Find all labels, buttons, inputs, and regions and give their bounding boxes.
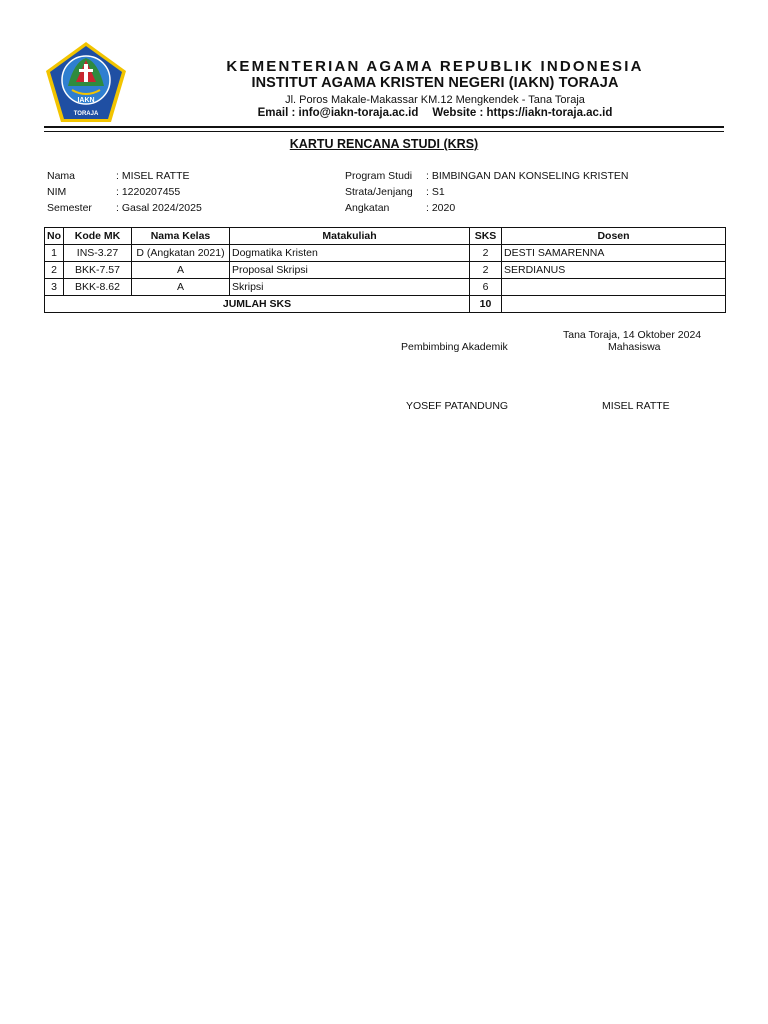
angkatan-value: : 2020 [426, 202, 456, 214]
nim-value: : 1220207455 [116, 186, 181, 198]
iakn-toraja-logo [44, 40, 128, 124]
strata-row [345, 184, 628, 200]
total-sks-label: JUMLAH SKS [45, 296, 470, 313]
header-nama-kelas: Nama Kelas [132, 228, 230, 245]
table-total-row [45, 296, 726, 313]
header-no: No [45, 228, 64, 245]
cell-kelas: A [132, 262, 230, 279]
semester-value: : Gasal 2024/2025 [116, 202, 202, 214]
nim-row [47, 184, 202, 200]
logo-text-top: IAKN [77, 97, 95, 104]
cell-matakuliah: Proposal Skripsi [230, 262, 470, 279]
cell-no: 2 [45, 262, 64, 279]
logo-text-bottom: TORAJA [73, 111, 99, 117]
cell-dosen: DESTI SAMARENNA [502, 245, 726, 262]
strata-value: : S1 [426, 186, 445, 198]
cell-no: 3 [45, 279, 64, 296]
cell-matakuliah: Dogmatika Kristen [230, 245, 470, 262]
prodi-row [345, 168, 628, 184]
student-label: Mahasiswa [608, 341, 661, 353]
header-rule-thick [44, 126, 724, 128]
table-row [45, 245, 726, 262]
nama-row [47, 168, 202, 184]
course-table [44, 227, 726, 313]
student-name: MISEL RATTE [602, 400, 670, 412]
student-info-left [47, 168, 202, 216]
table-header-row [45, 228, 726, 245]
place-date: Tana Toraja, 14 Oktober 2024 [563, 329, 702, 341]
table-row [45, 279, 726, 296]
header-rule-thin [44, 131, 724, 132]
header-matakuliah: Matakuliah [230, 228, 470, 245]
header-dosen: Dosen [502, 228, 726, 245]
advisor-name: YOSEF PATANDUNG [406, 400, 509, 412]
nama-value: : MISEL RATTE [116, 170, 190, 182]
semester-label: Semester [47, 202, 92, 214]
cell-kelas: A [132, 279, 230, 296]
semester-row [47, 200, 202, 216]
table-row [45, 262, 726, 279]
cell-no: 1 [45, 245, 64, 262]
cell-sks: 2 [470, 262, 502, 279]
total-sks-value: 10 [470, 296, 502, 313]
ministry-title: KEMENTERIAN AGAMA REPUBLIK INDONESIA [226, 58, 644, 75]
cell-sks: 6 [470, 279, 502, 296]
student-info-right [345, 168, 628, 216]
angkatan-label: Angkatan [345, 202, 390, 214]
cell-dosen [502, 279, 726, 296]
angkatan-row [345, 200, 628, 216]
prodi-label: Program Studi [345, 170, 413, 182]
advisor-label: Pembimbing Akademik [401, 341, 508, 353]
cell-sks: 2 [470, 245, 502, 262]
cell-kode: BKK-7.57 [64, 262, 132, 279]
header-kode-mk: Kode MK [64, 228, 132, 245]
cell-kelas: D (Angkatan 2021) [132, 245, 230, 262]
email-text: Email : info@iakn-toraja.ac.id [257, 107, 419, 119]
cell-kode: BKK-8.62 [64, 279, 132, 296]
contact-line [140, 107, 730, 119]
cell-kode: INS-3.27 [64, 245, 132, 262]
website-text: Website : https://iakn-toraja.ac.id [432, 107, 613, 119]
document-title: KARTU RENCANA STUDI (KRS) [289, 137, 479, 151]
cell-dosen: SERDIANUS [502, 262, 726, 279]
nim-label: NIM [47, 186, 67, 198]
institute-title: INSTITUT AGAMA KRISTEN NEGERI (IAKN) TORAJA [251, 75, 619, 91]
header-sks: SKS [470, 228, 502, 245]
cell-matakuliah: Skripsi [230, 279, 470, 296]
strata-label: Strata/Jenjang [345, 186, 413, 198]
total-row-empty-cell [502, 296, 726, 313]
nama-label: Nama [47, 170, 76, 182]
prodi-value: : BIMBINGAN DAN KONSELING KRISTEN [426, 170, 629, 182]
address-line: Jl. Poros Makale-Makassar KM.12 Mengkendek - Tana Toraja [285, 94, 585, 106]
